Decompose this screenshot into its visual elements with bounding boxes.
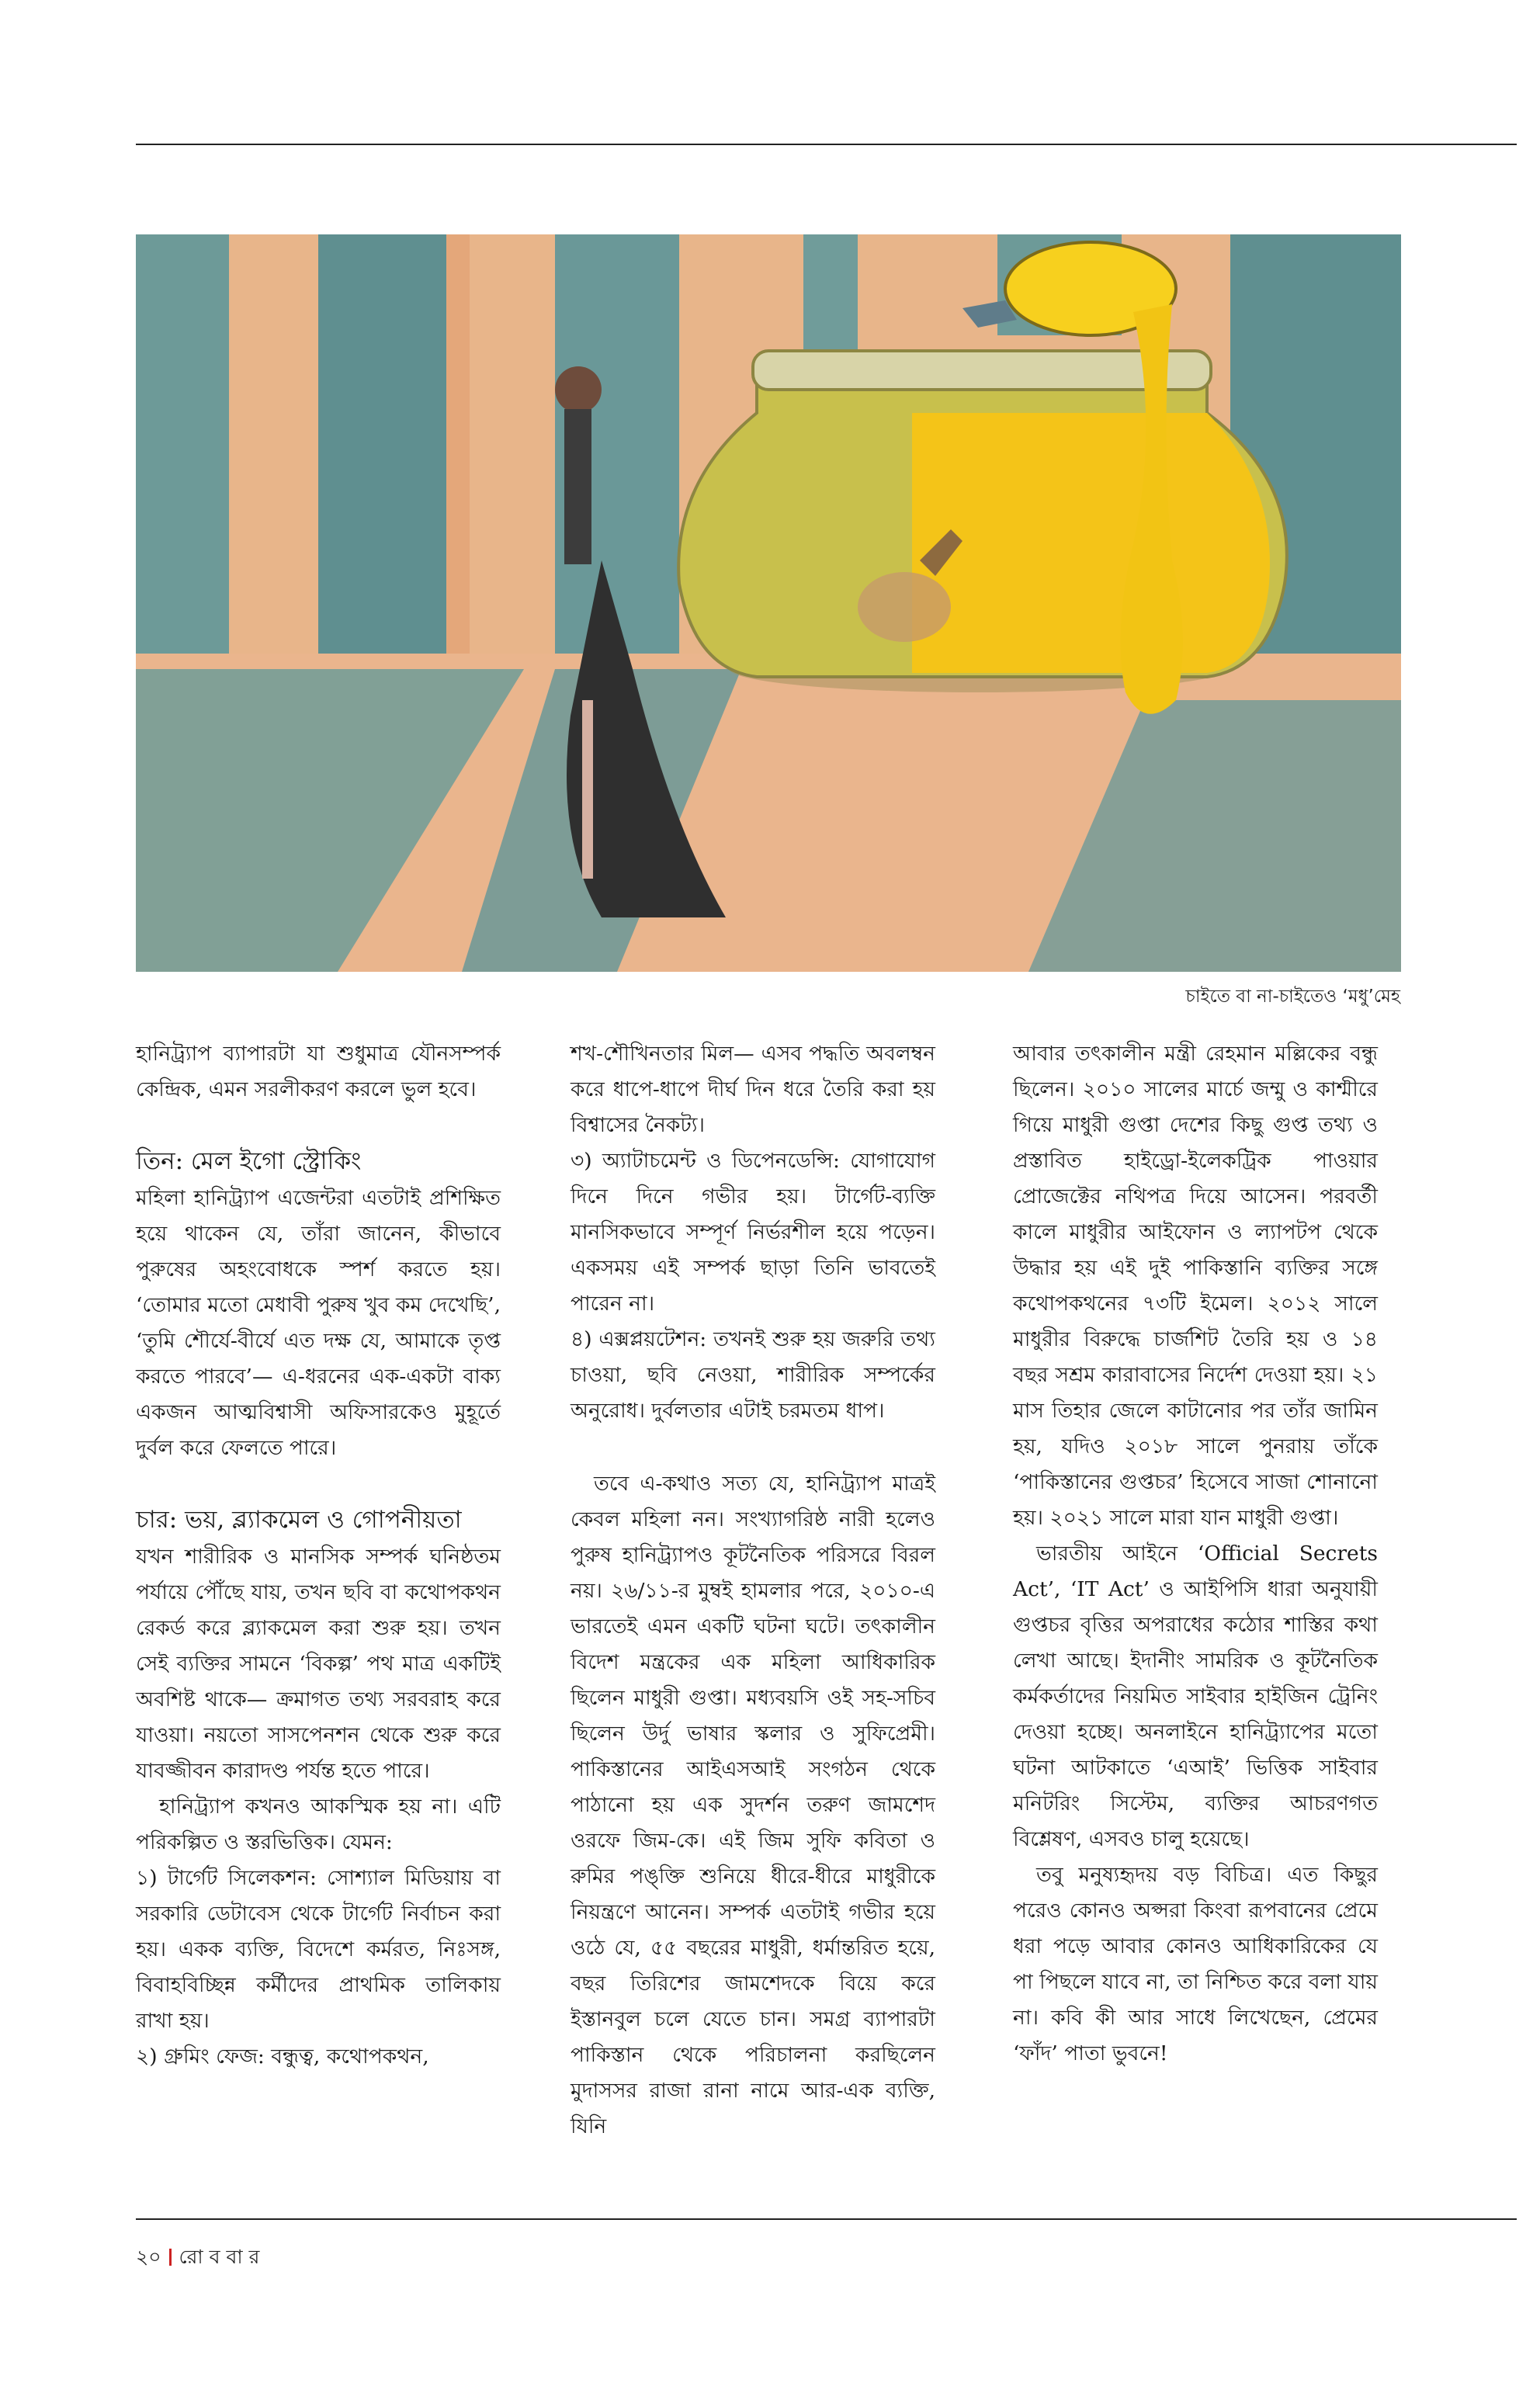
paragraph: হানিট্র্যাপ কখনও আকস্মিক হয় না। এটি পরিকল্পিত ও স্তরভিত্তিক। যেমন: bbox=[136, 1795, 501, 1854]
article-column-1 bbox=[136, 1036, 501, 2075]
article-column-2 bbox=[571, 1036, 935, 2145]
page-footer bbox=[136, 2242, 259, 2275]
paragraph: তবে এ-কথাও সত্য যে, হানিট্র্যাপ মাত্রই কেবল মহিলা নন। সংখ্যাগরিষ্ঠ নারী হলেও পুরুষ হানিট্র্যাপও কূটনৈতিক পরিসরে বিরল নয়। ২৬/১১-র মুম্বই হামলার পরে, ২০১০-এ ভারতেই এমন একটি ঘটনা ঘটে। তৎকালীন বিদেশ মন্ত্রকের এক মহিলা আধিকারিক ছিলেন মাধুরী গুপ্তা। মধ্যবয়সি ওই সহ-সচিব ছিলেন উর্দু ভাষার স্কলার ও সুফিপ্রেমী। পাকিস্তানের আইএসআই সংগঠন থেকে পাঠানো হয় এক সুদর্শন তরুণ জামশেদ ওরফে জিম-কে। এই জিম সুফি কবিতা ও রুমির পঙ্‌ক্তি শুনিয়ে ধীরে-ধীরে মাধুরীকে নিয়ন্ত্রণে আনেন। সম্পর্ক এতটাই গভীর হয়ে ওঠে যে, ৫৫ বছরের মাধুরী, ধর্মান্তরিত হয়ে, বছর তিরিশের জামশেদকে বিয়ে করে ইস্তানবুল চলে যেতে চান। সমগ্র ব্যাপারটা পাকিস্তান থেকে পরিচালনা করছিলেন মুদাসসর রাজা রানা নামে আর-এক ব্যক্তি, যিনি bbox=[571, 1472, 935, 2138]
header-rule bbox=[136, 144, 1517, 145]
footer-rule bbox=[136, 2218, 1517, 2220]
paragraph: মহিলা হানিট্র্যাপ এজেন্টরা এতটাই প্রশিক্ষিত হয়ে থাকেন যে, তাঁরা জানেন, কীভাবে পুরুষের অহংবোধকে স্পর্শ করতে হয়। ‘তোমার মতো মেধাবী পুরুষ খুব কম দেখেছি’, ‘তুমি শৌর্যে-বীর্যে এত দক্ষ যে, আমাকে তৃপ্ত করতে পারবে’— এ-ধরনের এক-একটা বাক্য একজন আত্মবিশ্বাসী অফিসারকেও মুহূর্তে দুর্বল করে ফেলতে পারে। bbox=[136, 1186, 501, 1460]
footer-divider bbox=[169, 2249, 172, 2266]
paragraph: আবার তৎকালীন মন্ত্রী রেহমান মল্লিকের বন্ধু ছিলেন। ২০১০ সালের মার্চে জম্মু ও কাশ্মীরে গিয়ে মাধুরী গুপ্তা দেশের কিছু গুপ্ত তথ্য ও প্রস্তাবিত হাইড্রো-ইলেকট্রিক পাওয়ার প্রোজেক্টের নথিপত্র দিয়ে আসেন। পরবর্তী কালে মাধুরীর আইফোন ও ল্যাপটপ থেকে উদ্ধার হয় এই দুই পাকিস্তানি ব্যক্তির সঙ্গে কথোপকথনের ৭৩টি ইমেল। ২০১২ সালে মাধুরীর বিরুদ্ধে চার্জশিট তৈরি হয় ও ১৪ বছর সশ্রম কারাবাসের নির্দেশ দেওয়া হয়। ২১ মাস তিহার জেলে কাটানোর পর তাঁর জামিন হয়, যদিও ২০১৮ সালে পুনরায় তাঁকে ‘পাকিস্তানের গুপ্তচর’ হিসেবে সাজা শোনানো হয়। ২০২১ সালে মারা যান মাধুরী গুপ্তা। bbox=[1013, 1042, 1378, 1530]
paragraph: হানিট্র্যাপ ব্যাপারটা যা শুধুমাত্র যৌনসম্পর্ক কেন্দ্রিক, এমন সরলীকরণ করলে ভুল হবে। bbox=[136, 1042, 501, 1101]
page-number: ২০ bbox=[136, 2246, 161, 2268]
article-column-3 bbox=[1013, 1036, 1378, 2072]
section-heading: তিন: মেল ইগো স্ট্রোকিং bbox=[136, 1147, 362, 1175]
paragraph: তবু মনুষ্যহৃদয় বড় বিচিত্র। এত কিছুর পরেও কোনও অপ্সরা কিংবা রূপবানের প্রেমে ধরা পড়ে আবার কোনও আধিকারিকের যে পা পিছলে যাবে না, তা নিশ্চিত করে বলা যায় না। কবি কী আর সাধে লিখেছেন, প্রেমের ‘ফাঁদ’ পাতা ভুবনে! bbox=[1013, 1863, 1378, 2065]
section-heading: চার: ভয়, ব্ল্যাকমেল ও গোপনীয়তা bbox=[136, 1506, 462, 1534]
paragraph: ভারতীয় আইনে ‘Official Secrets Act’, ‘IT Act’ ও আইপিসি ধারা অনুযায়ী গুপ্তচর বৃত্তির অপরাধের কঠোর শাস্তির কথা লেখা আছে। ইদানীং সামরিক ও কূটনৈতিক কর্মকর্তাদের নিয়মিত সাইবার হাইজিন ট্রেনিং দেওয়া হচ্ছে। অনলাইনে হানিট্র্যাপের মতো ঘটনা আটকাতে ‘এআই’ ভিত্তিক সাইবার মনিটরিং সিস্টেম, ব্যক্তির আচরণগত বিশ্লেষণ, এসবও চালু হয়েছে। bbox=[1013, 1542, 1378, 1851]
magazine-name: রো ব বা র bbox=[179, 2246, 260, 2268]
paragraph: ৩) অ্যাটাচমেন্ট ও ডিপেনডেন্সি: যোগাযোগ দিনে দিনে গভীর হয়। টার্গেট-ব্যক্তি মানসিকভাবে সম্পূর্ণ নির্ভরশীল হয়ে পড়েন। একসময় এই সম্পর্ক ছাড়া তিনি ভাবতেই পারেন না। bbox=[571, 1149, 935, 1316]
paragraph: ৪) এক্সপ্লয়টেশন: তখনই শুরু হয় জরুরি তথ্য চাওয়া, ছবি নেওয়া, শারীরিক সম্পর্কের অনুরোধ। দুর্বলতার এটাই চরমতম ধাপ। bbox=[571, 1327, 935, 1423]
paragraph: ২) গ্রুমিং ফেজ: বন্ধুত্ব, কথোপকথন, bbox=[136, 2044, 429, 2069]
paragraph: ১) টার্গেট সিলেকশন: সোশ্যাল মিডিয়ায় বা সরকারি ডেটাবেস থেকে টার্গেট নির্বাচন করা হয়। একক ব্যক্তি, বিদেশে কর্মরত, নিঃসঙ্গ, বিবাহবিচ্ছিন্ন কর্মীদের প্রাথমিক তালিকায় রাখা হয়। bbox=[136, 1866, 501, 2033]
honey-jar-illustration bbox=[136, 234, 1401, 972]
paragraph: যখন শারীরিক ও মানসিক সম্পর্ক ঘনিষ্ঠতম পর্যায়ে পৌঁছে যায়, তখন ছবি বা কথোপকথন রেকর্ড করে ব্ল্যাকমেল করা শুরু হয়। তখন সেই ব্যক্তির সামনে ‘বিকল্প’ পথ মাত্র একটিই অবশিষ্ট থাকে— ক্রমাগত তথ্য সরবরাহ করে যাওয়া। নয়তো সাসপেনশন থেকে শুরু করে যাবজ্জীবন কারাদণ্ড পর্যন্ত হতে পারে। bbox=[136, 1545, 501, 1783]
paragraph: শখ-শৌখিনতার মিল— এসব পদ্ধতি অবলম্বন করে ধাপে-ধাপে দীর্ঘ দিন ধরে তৈরি করা হয় বিশ্বাসের নৈকট্য। bbox=[571, 1042, 935, 1137]
illustration-caption: চাইতে বা না-চাইতেও ‘মধু’মেহ bbox=[1185, 987, 1400, 1007]
